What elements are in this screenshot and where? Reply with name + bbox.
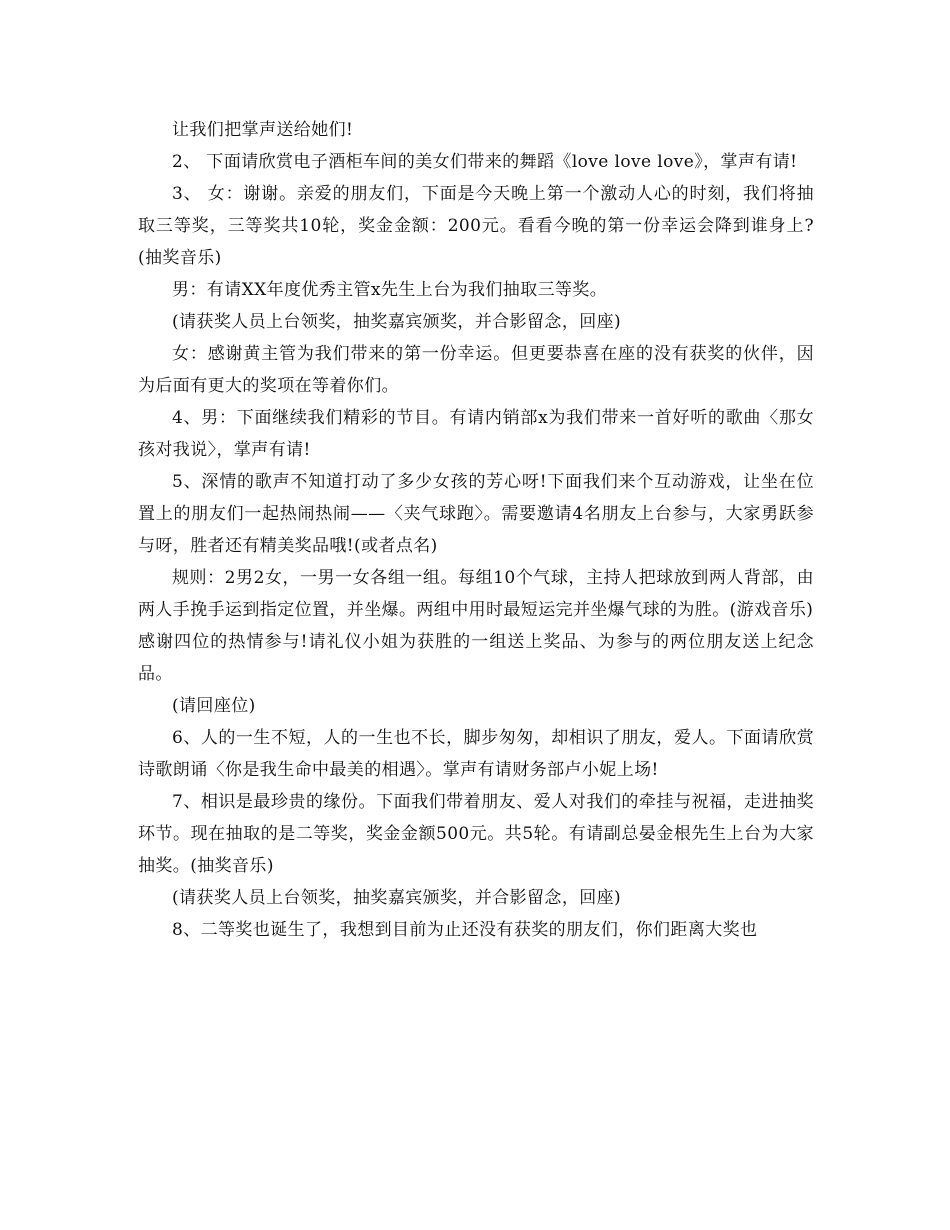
paragraph-item-6: 6、人的一生不短，人的一生也不长，脚步匆匆，却相识了朋友，爱人。下面请欣赏诗歌朗诵〈你是我生命中最美的相遇〉。掌声有请财务部卢小妮上场!	[138, 728, 814, 780]
paragraph-applause: 让我们把掌声送给她们!	[172, 120, 354, 140]
paragraph-item-5: 5、深情的歌声不知道打动了多少女孩的芳心呀!下面我们来个互动游戏，让坐在位置上的朋友们一起热闹热闹——〈夹气球跑〉。需要邀请4名朋友上台参与，大家勇跃参与呀，胜者还有精美奖品哦!(或者点名)	[138, 472, 814, 556]
paragraph-item-2: 2、 下面请欣赏电子酒柜车间的美女们带来的舞蹈《love love love》，掌声有请!	[172, 152, 798, 172]
paragraph-stage-note-1: (请获奖人员上台领奖，抽奖嘉宾颁奖，并合影留念，回座)	[172, 312, 622, 332]
paragraph-stage-note-2: (请获奖人员上台领奖，抽奖嘉宾颁奖，并合影留念，回座)	[172, 888, 622, 908]
paragraph-item-3: 3、 女：谢谢。亲爱的朋友们，下面是今天晚上第一个激动人心的时刻，我们将抽取三等奖，三等奖共10轮，奖金金额：200元。看看今晚的第一份幸运会降到谁身上?(抽奖音乐)	[138, 184, 814, 268]
paragraph-thanks-participants: 感谢四位的热情参与!请礼仪小姐为获胜的一组送上奖品、为参与的两位朋友送上纪念品。	[138, 632, 814, 684]
paragraph-item-4: 4、男：下面继续我们精彩的节目。有请内销部x为我们带来一首好听的歌曲〈那女孩对我说〉，掌声有请!	[138, 408, 814, 460]
paragraph-item-7: 7、相识是最珍贵的缘份。下面我们带着朋友、爱人对我们的牵挂与祝福，走进抽奖环节。现在抽取的是二等奖，奖金金额500元。共5轮。有请副总晏金根先生上台为大家抽奖。(抽奖音乐)	[138, 792, 814, 876]
paragraph-return-seats: (请回座位)	[172, 696, 256, 716]
paragraph-female-host-thanks: 女：感谢黄主管为我们带来的第一份幸运。但更要恭喜在座的没有获奖的伙伴，因为后面有更大的奖项在等着你们。	[138, 344, 814, 396]
paragraph-game-rules: 规则：2男2女，一男一女各组一组。每组10个气球，主持人把球放到两人背部，由两人手挽手运到指定位置，并坐爆。两组中用时最短运完并坐爆气球的为胜。(游戏音乐)	[138, 568, 814, 620]
paragraph-male-host-invite: 男：有请XX年度优秀主管x先生上台为我们抽取三等奖。	[172, 280, 608, 300]
document-body	[138, 114, 814, 946]
paragraph-item-8: 8、二等奖也诞生了，我想到目前为止还没有获奖的朋友们，你们距离大奖也	[172, 920, 758, 940]
